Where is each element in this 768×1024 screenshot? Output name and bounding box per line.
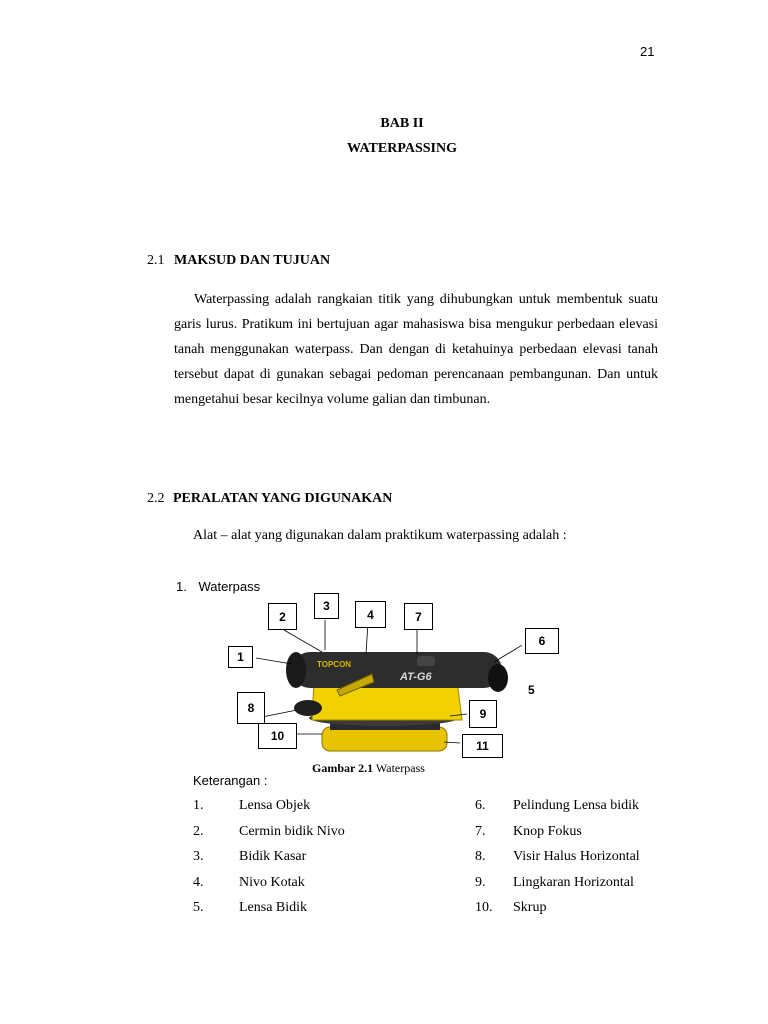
legend-num: 8.	[475, 849, 486, 864]
item-number: 1.	[176, 579, 187, 594]
callout-4: 4	[355, 601, 386, 628]
callout-1: 1	[228, 646, 253, 668]
brand-label: TOPCON	[317, 660, 352, 669]
legend-num: 7.	[475, 824, 486, 839]
callout-2: 2	[268, 603, 297, 630]
section-1-title: MAKSUD DAN TUJUAN	[174, 253, 331, 268]
callout-9: 9	[469, 700, 497, 728]
legend-num: 10.	[475, 900, 493, 915]
legend-text: Bidik Kasar	[239, 849, 307, 864]
caption-text: Waterpass	[373, 761, 425, 775]
callout-5: 5	[528, 683, 535, 697]
legend-text: Knop Fokus	[513, 824, 582, 839]
callout-7: 7	[404, 603, 433, 630]
page-number: 21	[640, 44, 655, 59]
section-2-number: 2.2	[147, 491, 165, 506]
legend-text: Pelindung Lensa bidik	[513, 798, 639, 813]
model-label: AT-G6	[400, 671, 432, 683]
callout-3: 3	[314, 593, 339, 619]
legend-text: Nivo Kotak	[239, 875, 305, 890]
legend-text: Visir Halus Horizontal	[513, 849, 640, 864]
callout-10: 10	[258, 723, 297, 749]
legend-text: Skrup	[513, 900, 547, 915]
figure-caption	[312, 761, 425, 776]
legend-text: Lensa Bidik	[239, 900, 308, 915]
legend-num: 6.	[475, 798, 486, 813]
chapter-title: WATERPASSING	[347, 141, 457, 156]
paragraph-text: Waterpassing adalah rangkaian titik yang dihubungkan untuk membentuk suatu garis lurus. Pratikum ini bertujuan agar mahasiswa bisa mengukur perbedaan elevasi tanah menggunakan waterpass. Dan dengan di ketahuinya perbedaan elevasi tanah tersebut dapat di gunakan sebagai pedoman perencanaan pembangunan. Dan untuk mengetahui besar kecilnya volume galian dan timbunan.	[174, 292, 658, 407]
legend-num: 2.	[193, 824, 204, 839]
legend-num: 9.	[475, 875, 486, 890]
legend-text: Lensa Objek	[239, 798, 311, 813]
legend-text: Cermin bidik Nivo	[239, 824, 345, 839]
chapter-label: BAB II	[380, 116, 424, 131]
callout-11: 11	[462, 734, 503, 758]
legend-num: 1.	[193, 798, 204, 813]
section-2-title: PERALATAN YANG DIGUNAKAN	[173, 491, 393, 506]
legend-num: 4.	[193, 875, 204, 890]
callout-6: 6	[525, 628, 559, 654]
keterangan-label: Keterangan :	[193, 773, 268, 788]
caption-label: Gambar 2.1	[312, 761, 374, 775]
legend-num: 5.	[193, 900, 204, 915]
callout-8: 8	[237, 692, 265, 724]
legend-text: Lingkaran Horizontal	[513, 875, 634, 890]
section-1-number: 2.1	[147, 253, 165, 268]
legend-num: 3.	[193, 849, 204, 864]
section-1-paragraph	[174, 287, 658, 412]
equipment-intro: Alat – alat yang digunakan dalam praktikum waterpassing adalah :	[193, 528, 567, 543]
item-label: Waterpass	[198, 579, 261, 594]
